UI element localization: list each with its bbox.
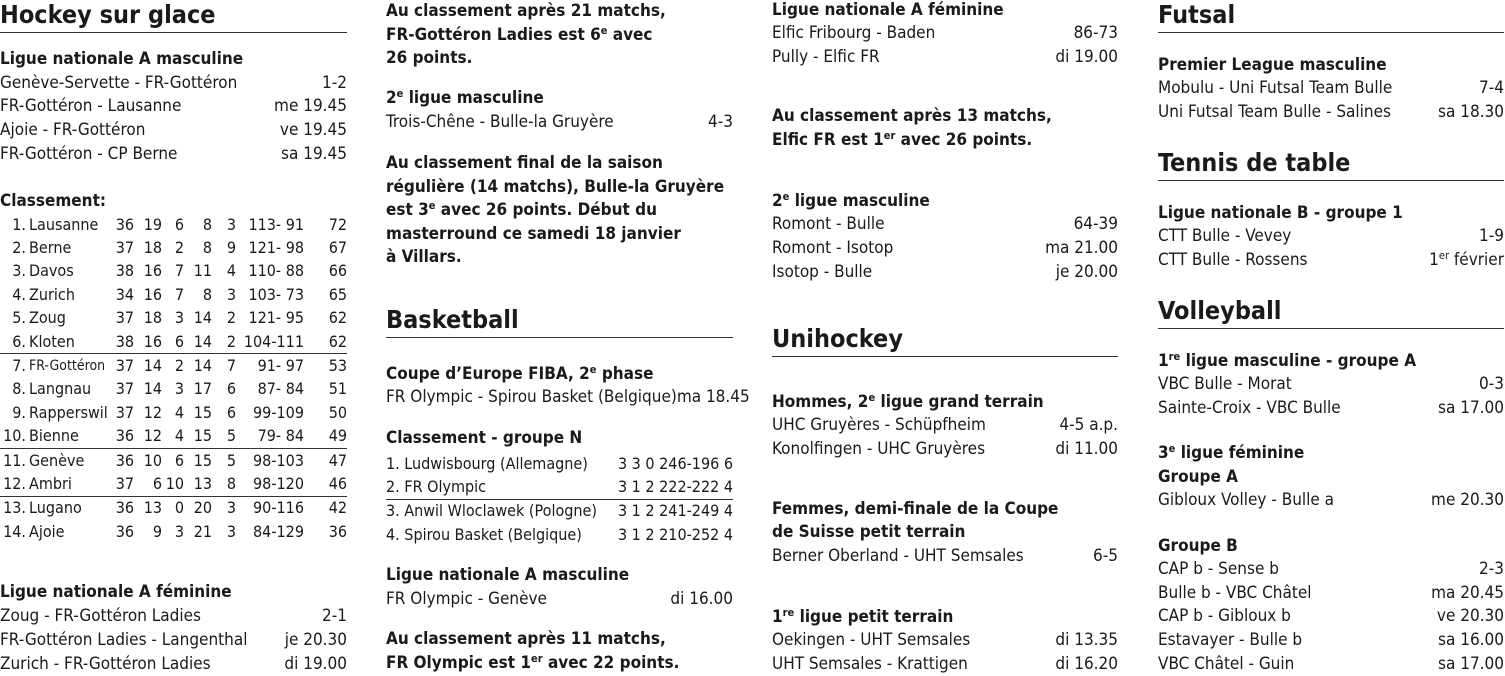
unihockey-men-header: Hommes, 2e ligue grand terrain [772,391,1044,412]
standings-cell-l: 8 [212,472,236,496]
standings-cell-gp: 37 [115,356,134,376]
hockey-lna-f-header: Ligue nationale A féminine [0,582,232,602]
volley-group-b-header: Groupe B [1158,536,1238,556]
standings-cell-otl: 13 [184,472,212,496]
standings-cell-goals: 91- 97 [257,356,304,376]
result-row: Isotop - Bulle je 20.00 [772,262,1118,282]
standings-cell-team: Zoug [29,308,66,328]
standings-cell-w: 18 [143,308,162,328]
result-row: Mobulu - Uni Futsal Team Bulle 7-4 [1158,78,1504,98]
standings-cell-otl: 14 [193,356,212,376]
standings-cell-gp: 34 [115,284,134,304]
standings-cell-pts: 42 [328,498,347,518]
table-row [0,425,347,449]
standings-cell-l: 4 [226,261,236,281]
group-n-header: Classement - groupe N [386,428,583,448]
table-row [0,448,347,472]
standings-cell-goals: 84-129 [253,521,304,541]
standings-cell-otw: 2 [174,356,184,376]
standings-cell-otl: 14 [193,308,212,328]
standings-cell-otw: 3 [174,521,184,541]
standings-cell-rank: 14. [3,521,26,541]
note-elfic: Au classement après 13 matchs, Elfic FR est 1er avec 26 points. [772,106,1052,150]
standings-cell-w: 12 [134,425,162,449]
table-row [0,520,347,543]
standings-cell-team: Ajoie [29,521,65,541]
result-row: VBC Bulle - Morat 0-3 [1158,374,1504,394]
standings-cell-pts: 49 [304,425,347,449]
standings-cell-otl: 20 [193,498,212,518]
standings-cell-rank: 2. [12,238,26,258]
standings-cell-l: 6 [226,379,236,399]
standings-cell-pts: 62 [304,330,347,354]
standings-cell-gp: 38 [110,330,134,354]
standings-cell-pts: 36 [328,521,347,541]
standings-cell-team: Langnau [29,379,92,399]
result-row: Elfic Fribourg - Baden 86-73 [772,23,1118,43]
standings-cell-gp: 36 [110,425,134,449]
standings-cell-otl: 15 [193,450,212,470]
result-row: Oekingen - UHT Semsales di 13.35 [772,630,1118,650]
unihockey-women-header: Femmes, demi-finale de la Coupe de Suisse petit terrain [772,499,1059,542]
standings-cell-gp: 36 [115,214,134,234]
table-row [0,260,347,283]
standings-cell-otl: 17 [193,379,212,399]
standings-cell-rank: 9. [12,402,26,422]
result-row: Ajoie - FR-Gottéron ve 19.45 [0,120,347,140]
standings-cell-goals: 98-103 [253,450,304,470]
result-row: Bulle b - VBC Châtel ma 20.45 [1158,583,1504,603]
result-row: Berner Oberland - UHT Semsales 6-5 [772,546,1118,566]
note-bulle: Au classement final de la saison régulière (14 matchs), Bulle-la Gruyère est 3e avec 26 points. Début du masterround ce samedi 18 janvier à Villars. [386,153,725,267]
standings-cell-otl: 8 [202,238,212,258]
standings-cell-l: 3 [226,521,236,541]
hockey-lna-m-header: Ligue nationale A masculine [0,49,244,69]
result-row: VBC Châtel - Guin sa 17.00 [1158,654,1504,674]
section-title-volleyball: Volleyball [1158,296,1504,329]
standings-cell-goals: 103- 73 [248,284,304,304]
standings-cell-goals: 110- 88 [248,261,304,281]
standings-cell-rank: 3. [12,261,26,281]
group-n-table [386,452,733,547]
standings-cell-goals: 87- 84 [257,379,304,399]
standings-cell-team: Rapperswil [29,402,108,422]
table-row [0,378,347,401]
table-row [0,283,347,306]
section-title-hockey: Hockey sur glace [0,0,347,33]
result-row: Sainte-Croix - VBC Bulle sa 17.00 [1158,398,1504,418]
result-row: Uni Futsal Team Bulle - Salines sa 18.30 [1158,102,1504,122]
result-row: Romont - Bulle 64-39 [772,214,1118,234]
table-row [0,330,347,354]
standings-cell-pts: 72 [328,214,347,234]
standings-cell-rank: 7. [12,356,26,376]
result-row: FR-Gottéron - Lausanne me 19.45 [0,96,347,116]
standings-cell-goals: 121- 95 [248,308,304,328]
standings-cell-gp: 37 [115,308,134,328]
standings-cell-otw: 10 [162,472,184,496]
standings-cell-otl: 21 [193,521,212,541]
standings-cell-w: 19 [143,214,162,234]
section-title-futsal: Futsal [1158,0,1504,33]
section-title-tennis: Tennis de table [1158,148,1504,181]
standings-cell-otl: 11 [193,261,212,281]
result-row: FR-Gottéron - CP Berne sa 19.45 [0,144,347,164]
standings-cell-otw: 4 [174,402,184,422]
standings-cell-l: 3 [226,214,236,234]
standings-cell-l: 3 [226,498,236,518]
result-row: Pully - Elfic FR di 19.00 [772,47,1118,67]
result-row: UHC Gruyères - Schüpfheim 4-5 a.p. [772,415,1118,435]
standings-cell-team: Lugano [29,498,82,518]
table-row [0,401,347,424]
standings-cell-otw: 7 [174,261,184,281]
standings-cell-team: FR-Gottéron [29,358,106,375]
standings-cell-pts: 53 [328,356,347,376]
standings-cell-w: 16 [143,284,162,304]
result-row: CTT Bulle - Rossens 1er février [1158,249,1504,270]
standings-cell-l: 5 [212,425,236,449]
standings-cell-otw: 7 [174,284,184,304]
result-row: Zurich - FR-Gottéron Ladies di 19.00 [0,654,347,674]
standings-cell-gp: 37 [115,402,134,422]
standings-header: Classement: [0,191,107,211]
table-row: 1. Ludwisbourg (Allemagne) 3 3 0 246-196 6 [386,453,733,473]
standings-cell-pts: 46 [304,472,347,496]
standings-cell-otw: 3 [174,379,184,399]
standings-cell-goals: 90-116 [253,498,304,518]
result-row: Gibloux Volley - Bulle a me 20.30 [1158,490,1504,510]
standings-table [0,213,347,543]
table-row [0,236,347,259]
volley-1st-m-header: 1re ligue masculine - groupe A [1158,350,1417,371]
standings-cell-goals: 121- 98 [248,238,304,258]
standings-cell-otw: 3 [174,308,184,328]
standings-cell-rank: 4. [12,284,26,304]
standings-cell-pts: 47 [328,450,347,470]
standings-cell-gp: 37 [115,238,134,258]
basket-2nd-league-header: 2e ligue masculine [772,190,930,211]
standings-cell-rank: 12. [0,472,26,496]
standings-cell-team: Lausanne [29,214,99,234]
result-row: CTT Bulle - Vevey 1-9 [1158,226,1504,246]
table-row [0,354,347,378]
standings-cell-goals: 98-120 [236,472,304,496]
standings-cell-l: 3 [226,284,236,304]
standings-cell-team: Kloten [26,330,110,354]
result-row: FR Olympic - Spirou Basket (Belgique) ma 18.45 [386,387,750,407]
standings-cell-team: Davos [29,261,74,281]
standings-cell-team: Genève [29,450,85,470]
standings-cell-goals: 79- 84 [236,425,304,449]
standings-cell-rank: 10. [0,425,26,449]
result-row: Genève-Servette - FR-Gottéron 1-2 [0,73,347,93]
standings-cell-team: Ambri [26,472,110,496]
standings-cell-w: 13 [143,498,162,518]
note-olympic: Au classement après 11 matchs, FR Olympic est 1er avec 22 points. [386,629,680,673]
result-row: UHT Semsales - Krattigen di 16.20 [772,654,1118,674]
standings-cell-l: 2 [212,330,236,354]
table-row: 3. Anwil Wloclawek (Pologne) 3 1 2 241-249 4 [386,501,733,521]
standings-cell-w: 16 [143,261,162,281]
standings-cell-rank: 6. [0,330,26,354]
result-row: Konolfingen - UHC Gruyères di 11.00 [772,439,1118,459]
result-row: Trois-Chêne - Bulle-la Gruyère 4-3 [386,112,733,132]
table-row [0,472,347,496]
standings-cell-goals: 99-109 [253,402,304,422]
standings-cell-pts: 67 [328,238,347,258]
standings-cell-team: Berne [29,238,72,258]
standings-cell-otw: 6 [162,330,184,354]
standings-cell-l: 7 [226,356,236,376]
result-row: FR Olympic - Genève di 16.00 [386,589,733,609]
standings-cell-otl: 8 [202,284,212,304]
standings-cell-w: 9 [152,521,162,541]
standings-cell-goals: 113- 91 [248,214,304,234]
fiba-header: Coupe d’Europe FIBA, 2e phase [386,363,654,384]
standings-cell-l: 6 [226,402,236,422]
standings-cell-gp: 38 [115,261,134,281]
standings-cell-rank: 5. [12,308,26,328]
standings-cell-l: 9 [226,238,236,258]
standings-cell-pts: 50 [328,402,347,422]
result-row: CAP b - Sense b 2-3 [1158,559,1504,579]
standings-cell-gp: 36 [115,450,134,470]
table-row: 4. Spirou Basket (Belgique) 3 1 2 210-252 4 [386,524,733,544]
standings-cell-team: Bienne [26,425,110,449]
table-row: 2. FR Olympic 3 1 2 222-222 4 [386,475,733,499]
standings-cell-otl: 15 [184,425,212,449]
basket-lna-m-header: Ligue nationale A masculine [386,565,630,585]
standings-cell-otl: 8 [202,214,212,234]
hockey-2nd-league-header: 2e ligue masculine [386,87,544,108]
section-title-basketball: Basketball [386,305,733,338]
standings-cell-w: 10 [143,450,162,470]
standings-cell-pts: 65 [328,284,347,304]
standings-cell-pts: 51 [328,379,347,399]
basket-lna-f-header: Ligue nationale A féminine [772,0,1004,20]
standings-cell-w: 18 [143,238,162,258]
volley-3rd-f-header: 3e ligue féminine [1158,442,1305,463]
volley-group-a-header: Groupe A [1158,467,1238,487]
tennis-header: Ligue nationale B - groupe 1 [1158,203,1403,223]
standings-cell-l: 2 [226,308,236,328]
standings-cell-rank: 13. [3,498,26,518]
standings-cell-gp: 36 [115,498,134,518]
table-row [0,307,347,330]
note-ladies: Au classement après 21 matchs, FR-Gottéron Ladies est 6e avec 26 points. [386,1,666,68]
result-row: CAP b - Gibloux b ve 20.30 [1158,606,1504,626]
standings-cell-pts: 66 [328,261,347,281]
result-row: Romont - Isotop ma 21.00 [772,238,1118,258]
standings-cell-gp: 37 [115,379,134,399]
table-row [0,213,347,236]
unihockey-1st-league-header: 1re ligue petit terrain [772,606,954,627]
standings-cell-otl: 15 [193,402,212,422]
standings-cell-w: 16 [134,330,162,354]
standings-cell-team: Zurich [29,284,75,304]
standings-cell-otw: 6 [174,214,184,234]
standings-cell-w: 14 [143,356,162,376]
standings-cell-w: 6 [134,472,162,496]
standings-cell-gp: 37 [110,472,134,496]
standings-cell-w: 12 [143,402,162,422]
standings-cell-otw: 4 [162,425,184,449]
standings-cell-w: 14 [143,379,162,399]
result-row: Estavayer - Bulle b sa 16.00 [1158,630,1504,650]
standings-cell-otw: 2 [174,238,184,258]
standings-cell-pts: 62 [328,308,347,328]
result-row: Zoug - FR-Gottéron Ladies 2-1 [0,606,347,626]
standings-cell-rank: 11. [3,450,26,470]
standings-cell-rank: 8. [12,379,26,399]
standings-cell-l: 5 [226,450,236,470]
table-row [0,496,347,520]
standings-cell-otw: 6 [174,450,184,470]
futsal-header: Premier League masculine [1158,55,1387,75]
standings-cell-otl: 14 [184,330,212,354]
standings-cell-gp: 36 [115,521,134,541]
standings-cell-otw: 0 [174,498,184,518]
section-title-unihockey: Unihockey [772,324,1118,357]
standings-cell-goals: 104-111 [236,330,304,354]
result-row: FR-Gottéron Ladies - Langenthal je 20.30 [0,630,347,650]
standings-cell-rank: 1. [12,214,26,234]
